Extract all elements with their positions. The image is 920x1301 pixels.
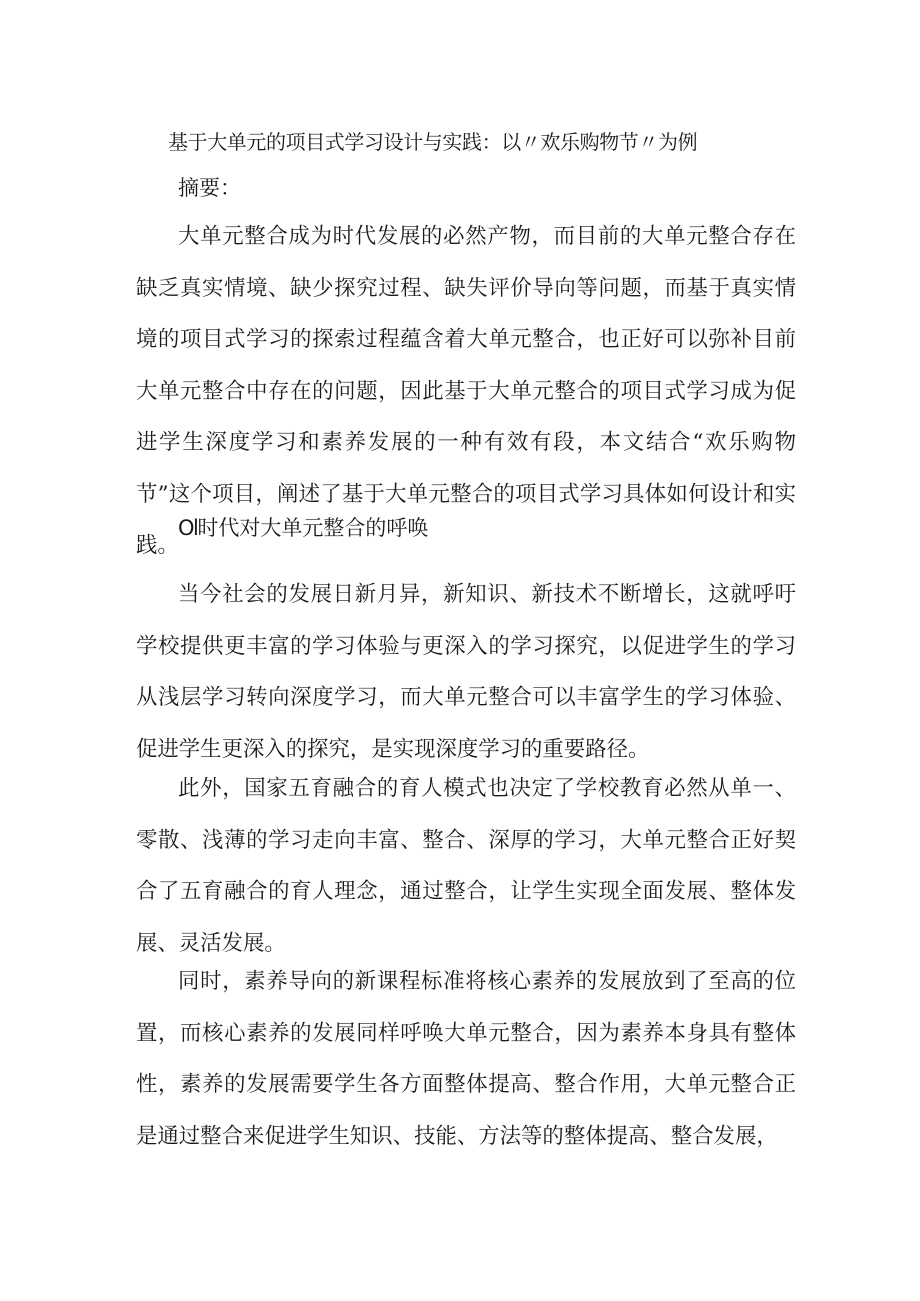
abstract-paragraph: 大单元整合成为时代发展的必然产物，而目前的大单元整合存在缺乏真实情境、缺少探究过程、缺失评价导向等问题，而基于真实情境的项目式学习的探索过程蕴含着大单元整合，也正好可以弥补目前大单元整合中存在的问题，因此基于大单元整合的项目式学习成为促进学生深度学习和素养发展的一种有效有段，本文结合“欢乐购物节”这个项目，阐述了基于大单元整合的项目式学习具体如何设计和实践。 (136, 224, 796, 558)
section-heading-text: 时代对大单元整合的呼唤 (197, 516, 429, 540)
section-number: Ol (178, 516, 198, 540)
body-paragraph-2: 此外，国家五育融合的育人模式也决定了学校教育必然从单一、零散、浅薄的学习走向丰富、整合、深厚的学习，大单元整合正好契合了五育融合的育人理念，通过整合，让学生实现全面发展、整体发展、灵活发展。 (136, 776, 796, 956)
document-title: 基于大单元的项目式学习设计与实践：以〃欢乐购物节〃为例 (168, 130, 698, 154)
section-heading (178, 512, 428, 544)
body-paragraph-3: 同时，素养导向的新课程标准将核心素养的发展放到了至高的位置，而核心素养的发展同样呼唤大单元整合，因为素养本身具有整体性，素养的发展需要学生各方面整体提高、整合作用，大单元整合正是通过整合来促进学生知识、技能、方法等的整体提高、整合发展， (136, 969, 796, 1149)
abstract-label: 摘要： (178, 176, 241, 200)
body-paragraph-1: 当今社会的发展日新月异，新知识、新技术不断增长，这就呼吁学校提供更丰富的学习体验与更深入的学习探究，以促进学生的学习从浅层学习转向深度学习，而大单元整合可以丰富学生的学习体验、促进学生更深入的探究，是实现深度学习的重要路径。 (136, 582, 796, 762)
